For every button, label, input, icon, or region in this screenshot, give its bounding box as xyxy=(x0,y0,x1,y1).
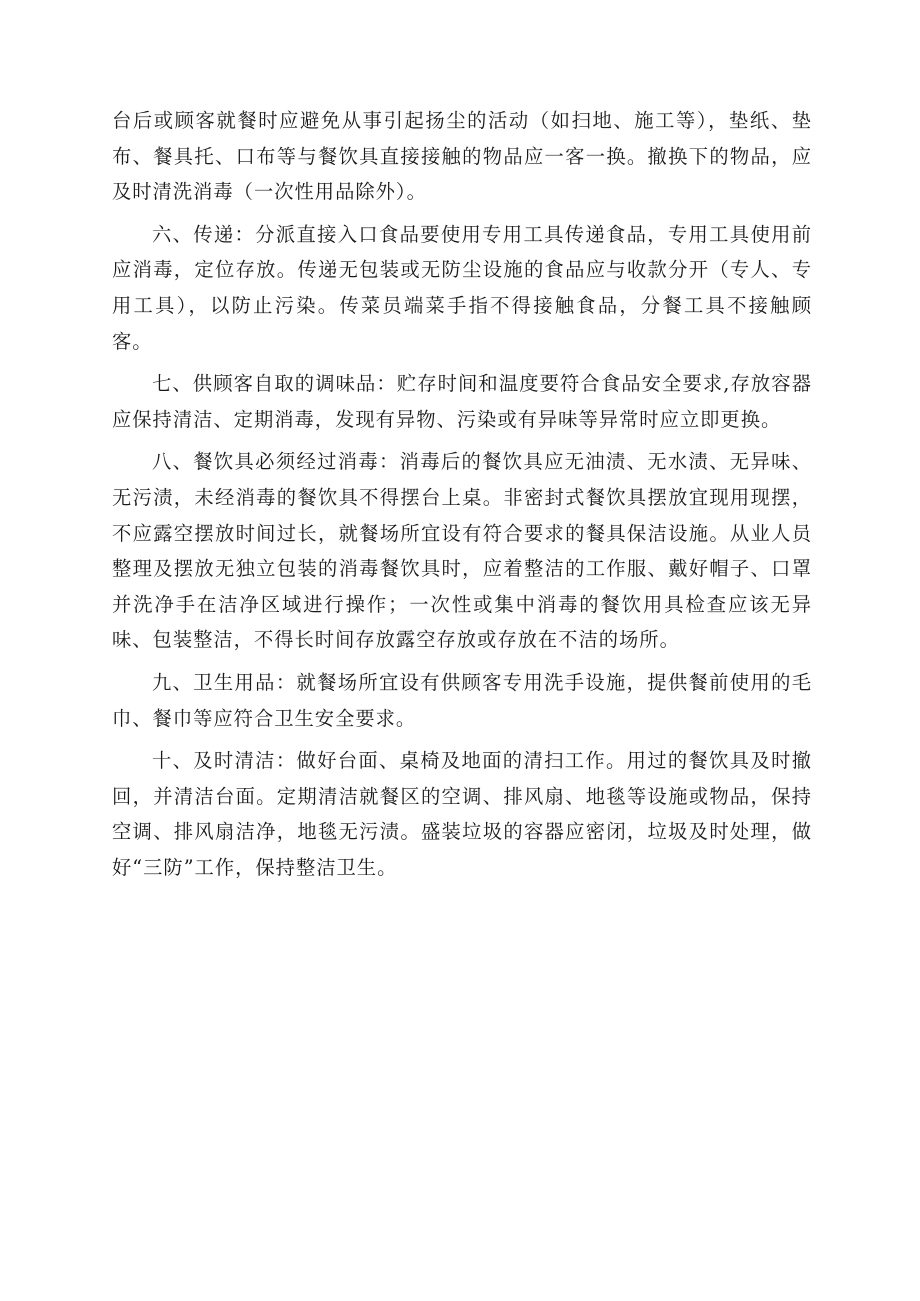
paragraph-section-9-hygiene-supplies: 九、卫生用品：就餐场所宜设有供顾客专用洗手设施，提供餐前使用的毛巾、餐巾等应符合卫生安全要求。 xyxy=(112,670,812,730)
paragraph-section-8-tableware: 八、餐饮具必须经过消毒：消毒后的餐饮具应无油渍、无水渍、无异味、无污渍，未经消毒的餐饮具不得摆台上桌。非密封式餐饮具摆放宜现用现摆，不应露空摆放时间过长，就餐场所宜设有符合要求的餐具保洁设施。从业人员整理及摆放无独立包装的消毒餐饮具时，应着整洁的工作服、戴好帽子、口罩并洗净手在洁净区域进行操作；一次性或集中消毒的餐饮用具检查应该无异味、包装整洁，不得长时间存放露空存放或存放在不洁的场所。 xyxy=(112,450,812,652)
document-body xyxy=(112,103,812,885)
paragraph-section-6-delivery: 六、传递：分派直接入口食品要使用专用工具传递食品，专用工具使用前应消毒，定位存放。传递无包装或无防尘设施的食品应与收款分开（专人、专用工具），以防止污染。传菜员端菜手指不得接触食品，分餐工具不接触顾客。 xyxy=(112,222,812,353)
paragraph-section-10-cleaning: 十、及时清洁：做好台面、桌椅及地面的清扫工作。用过的餐饮具及时撤回，并清洁台面。定期清洁就餐区的空调、排风扇、地毯等设施或物品，保持空调、排风扇洁净，地毯无污渍。盛装垃圾的容器应密闭，垃圾及时处理，做好“三防”工作，保持整洁卫生。 xyxy=(112,749,812,879)
paragraph-section-7-condiments: 七、供顾客自取的调味品：贮存时间和温度要符合食品安全要求,存放容器应保持清洁、定期消毒，发现有异物、污染或有异味等异常时应立即更换。 xyxy=(112,372,812,431)
paragraph-continuation: 台后或顾客就餐时应避免从事引起扬尘的活动（如扫地、施工等），垫纸、垫布、餐具托、口布等与餐饮具直接接触的物品应一客一换。撤换下的物品，应及时清洗消毒（一次性用品除外）。 xyxy=(112,109,812,204)
